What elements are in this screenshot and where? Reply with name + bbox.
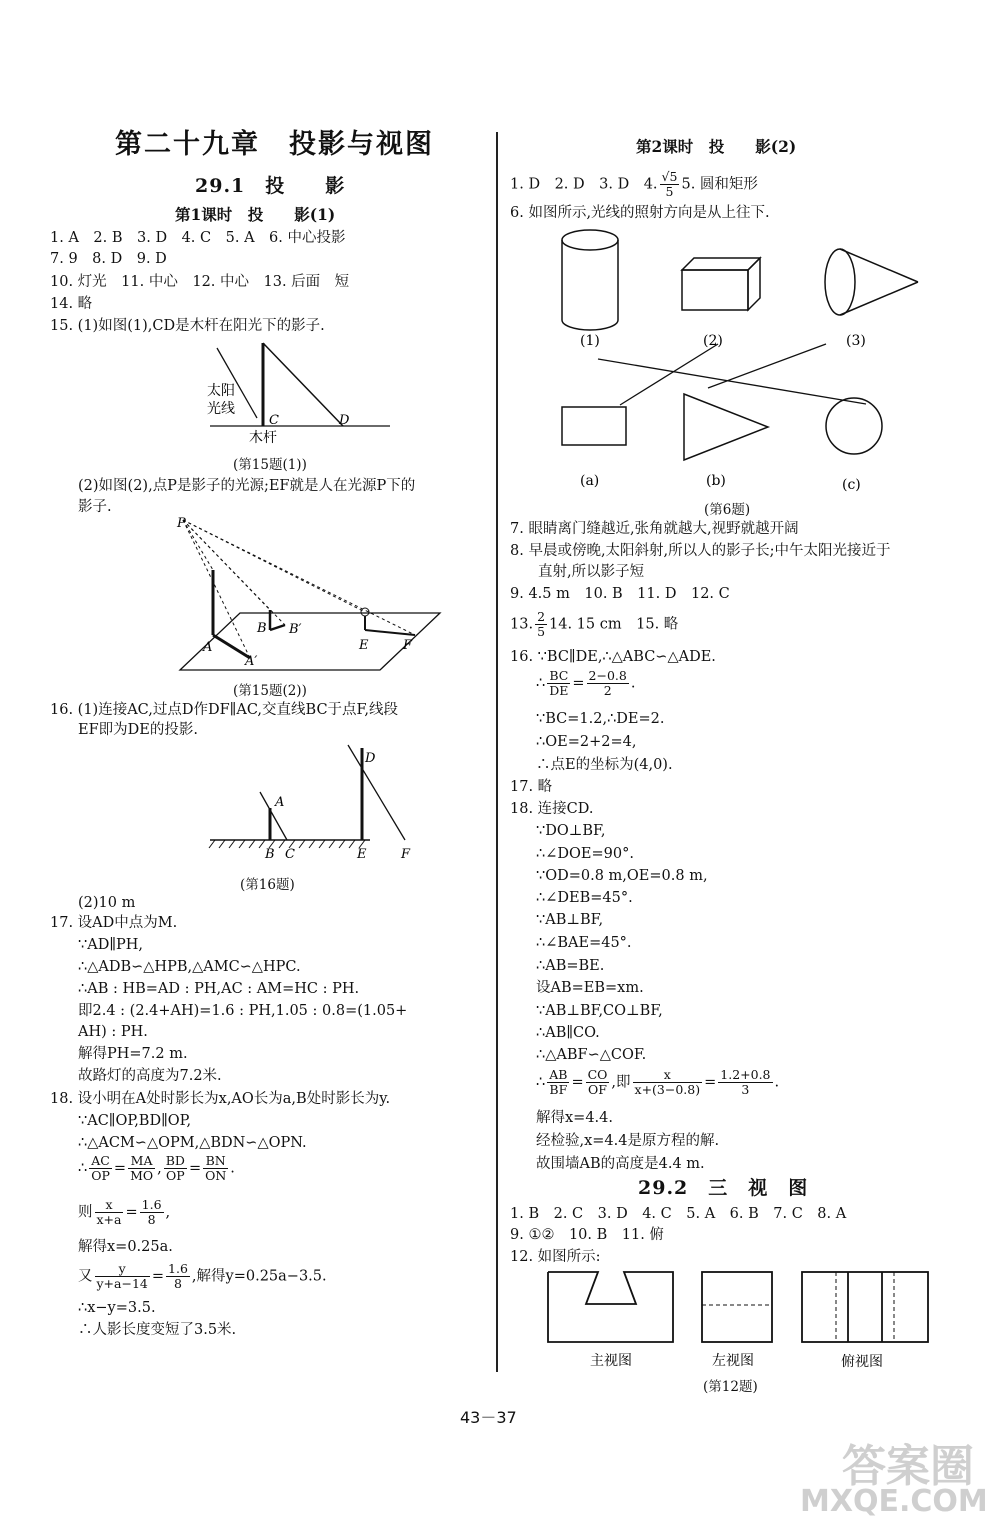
chapter-title: 第二十九章 投影与视图 (115, 129, 434, 160)
column-divider (496, 132, 498, 1372)
fraction-line: ∴ $\frac{AB}{BF}$ = $\frac{CO}{OF}$ ,即 $\frac{x}{x+(3-0.8)}$ = $\frac{1.2+0.8}{3}$ . (536, 1067, 780, 1097)
lesson-1-title: 第1课时 投 影(1) (175, 205, 336, 224)
answer-line: 直射,所以影子短 (538, 564, 645, 580)
answer-line: 解得PH=7.2 m. (78, 1046, 188, 1062)
page-number: 43－37 (460, 1408, 517, 1427)
svg-text:E: E (357, 847, 367, 862)
figure-caption: (第16题) (240, 877, 295, 893)
answer-line: 1. A 2. B 3. D 4. C 5. A 6. 中心投影 (50, 230, 346, 246)
answer-line: 7. 9 8. D 9. D (50, 251, 167, 267)
answer-line: 即2.4 : (2.4+AH)=1.6 : PH,1.05 : 0.8=(1.05+ (78, 1003, 408, 1019)
answer-line: ∴AB=BE. (536, 958, 605, 974)
answer-line: ∴AB∥CO. (536, 1025, 600, 1041)
answer-line: 故围墙AB的高度是4.4 m. (536, 1156, 705, 1172)
fraction-line: ∴ $\frac{AC}{OP}$ = $\frac{MA}{MO}$ , $\frac{BD}{OP}$ = $\frac{BN}{ON}$ . (78, 1153, 235, 1183)
svg-text:F: F (403, 638, 413, 653)
answer-line: 解得x=0.25a. (78, 1239, 173, 1255)
figure-15-1 (205, 338, 425, 448)
answer-line: (2)10 m (78, 895, 136, 911)
svg-text:B: B (257, 621, 267, 636)
figure-caption: (第12题) (703, 1379, 758, 1395)
answer-line: 7. 眼睛离门缝越近,张角就越大,视野就越开阔 (510, 521, 799, 537)
svg-text:B′: B′ (289, 622, 302, 637)
svg-text:A: A (203, 640, 213, 655)
answer-line: 16. ∵BC∥DE,∴△ABC∽△ADE. (510, 649, 716, 665)
answer-line: 17. 设AD中点为M. (50, 915, 178, 931)
figure-caption: (第15题(1)) (233, 457, 307, 473)
answer-line: 1. D 2. D 3. D 4. $\frac{√5}{5}$ 5. 圆和矩形 (510, 169, 758, 199)
answer-line: 17. 略 (510, 779, 553, 795)
answer-line: 18. 连接CD. (510, 801, 594, 817)
answer-line: 18. 设小明在A处时影长为x,AO长为a,B处时影长为y. (50, 1091, 391, 1107)
label-front-view: 主视图 (590, 1353, 632, 1369)
label-light: 光线 (207, 401, 235, 417)
answer-line: 13. $\frac{2}{5}$ 14. 15 cm 15. 略 (510, 609, 679, 639)
watermark-url: MXQE.COM (800, 1484, 988, 1519)
answer-line: 14. 略 (50, 296, 93, 312)
svg-text:A′: A′ (245, 654, 258, 669)
watermark-logo: 答案圈 (842, 1441, 974, 1492)
answer-line: ∴x−y=3.5. (78, 1300, 156, 1316)
figure-15-2 (175, 515, 445, 680)
answer-line: AH) : PH. (78, 1024, 148, 1040)
label-pole: 木杆 (249, 430, 277, 446)
svg-text:P: P (177, 516, 186, 531)
svg-text:(a): (a) (580, 473, 600, 489)
answer-line: 9. 4.5 m 10. B 11. D 12. C (510, 586, 730, 602)
answer-line: ∴人影长度变短了3.5米. (78, 1322, 237, 1338)
answer-line: ∵OD=0.8 m,OE=0.8 m, (536, 868, 708, 884)
answer-line: ∴∠BAE=45°. (536, 935, 632, 951)
answer-line: 8. 早晨或傍晚,太阳斜射,所以人的影子长;中午太阳光接近于 (510, 543, 891, 559)
fraction-line: ∴ $\frac{BC}{DE}$ = $\frac{2-0.8}{2}$ . (536, 668, 636, 698)
section-title-29-2: 29.2 三 视 图 (638, 1177, 809, 1199)
answer-line: (2)如图(2),点P是影子的光源;EF就是人在光源P下的 (78, 478, 416, 494)
answer-line: 解得x=4.4. (536, 1110, 613, 1126)
figure-12 (538, 1266, 938, 1371)
answer-line: ∴△ADB∽△HPB,△AMC∽△HPC. (78, 959, 301, 975)
svg-text:(1): (1) (580, 333, 600, 349)
answer-line: 16. (1)连接AC,过点D作DF∥AC,交直线BC于点F,线段 (50, 702, 398, 718)
svg-text:B: B (265, 847, 275, 862)
figure-caption: (第15题(2)) (233, 683, 307, 699)
label-sun: 太阳 (207, 383, 235, 399)
answer-line: 9. ①② 10. B 11. 俯 (510, 1227, 664, 1243)
svg-text:A: A (275, 795, 285, 810)
answer-line: ∵DO⊥BF, (536, 823, 606, 839)
svg-text:(b): (b) (706, 473, 726, 489)
svg-text:E: E (359, 638, 369, 653)
svg-text:(3): (3) (846, 333, 866, 349)
answer-line: ∴△ABF∽△COF. (536, 1047, 647, 1063)
lesson-2-title: 第2课时 投 影(2) (636, 137, 797, 156)
svg-text:(c): (c) (842, 477, 861, 493)
svg-text:(2): (2) (703, 333, 723, 349)
svg-text:F: F (401, 847, 411, 862)
answer-line: 影子. (78, 499, 112, 515)
fraction-line: 则 $\frac{x}{x+a}$ = $\frac{1.6}{8}$ , (78, 1197, 171, 1227)
answer-line: EF即为DE的投影. (78, 722, 198, 738)
answer-line: 设AB=EB=xm. (536, 980, 644, 996)
answer-line: ∴△ACM∽△OPM,△BDN∽△OPN. (78, 1135, 307, 1151)
answer-line: ∴OE=2+2=4, (536, 734, 637, 750)
section-title-29-1: 29.1 投 影 (195, 175, 346, 197)
label-left-view: 左视图 (712, 1353, 754, 1369)
svg-text:D: D (365, 751, 376, 766)
label-top-view: 俯视图 (841, 1354, 883, 1370)
answer-line: 故路灯的高度为7.2米. (78, 1068, 222, 1084)
answer-line: 1. B 2. C 3. D 4. C 5. A 6. B 7. C 8. A (510, 1206, 847, 1222)
svg-text:C: C (285, 847, 295, 862)
figure-caption: (第6题) (704, 502, 751, 518)
answer-line: ∵AB⊥BF,CO⊥BF, (536, 1003, 663, 1019)
answer-line: ∴AB : HB=AD : PH,AC : AM=HC : PH. (78, 981, 360, 997)
svg-text:C: C (269, 413, 279, 428)
answer-line: 15. (1)如图(1),CD是木杆在阳光下的影子. (50, 318, 325, 334)
answer-line: ∴∠DEB=45°. (536, 890, 633, 906)
figure-6 (548, 222, 968, 497)
answer-line: ∴∠DOE=90°. (536, 846, 634, 862)
answer-line: 6. 如图所示,光线的照射方向是从上往下. (510, 205, 770, 221)
answer-line: ∵AD∥PH, (78, 937, 144, 953)
figure-16 (205, 740, 425, 865)
fraction-line: 又 $\frac{y}{y+a-14}$ = $\frac{1.6}{8}$ ,解得y=0.25a−3.5. (78, 1261, 327, 1291)
answer-line: 10. 灯光 11. 中心 12. 中心 13. 后面 短 (50, 274, 350, 290)
svg-text:D: D (339, 413, 350, 428)
answer-line: ∵BC=1.2,∴DE=2. (536, 711, 665, 727)
answer-line: ∵AB⊥BF, (536, 912, 604, 928)
answer-line: ∵AC∥OP,BD∥OP, (78, 1113, 192, 1129)
answer-line: 经检验,x=4.4是原方程的解. (536, 1133, 720, 1149)
answer-line: ∴点E的坐标为(4,0). (536, 757, 673, 773)
answer-line: 12. 如图所示: (510, 1249, 601, 1265)
